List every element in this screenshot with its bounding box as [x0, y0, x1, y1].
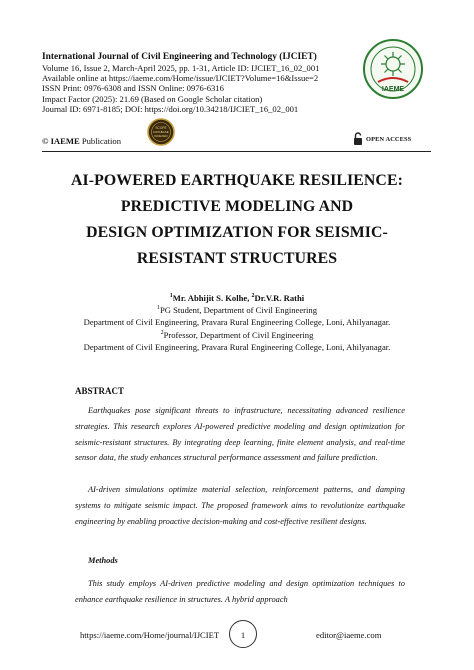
paragraph-text: This study employs AI-driven predictive modeling and design optimization techniques to enhance earthquake resilience in structures. A hybrid approach: [75, 579, 405, 604]
impact-factor-line: Impact Factor (2025): 21.69 (Based on Google Scholar citation): [42, 93, 263, 104]
abstract-paragraph-1: [75, 403, 405, 466]
footer-email-link[interactable]: editor@iaeme.com: [316, 630, 382, 640]
title-line: DESIGN OPTIMIZATION FOR SEISMIC-: [86, 224, 388, 241]
title-line: RESISTANT STRUCTURES: [136, 250, 338, 267]
svg-text:DATABASE: DATABASE: [153, 130, 169, 134]
open-access-label: OPEN ACCESS: [366, 136, 412, 143]
paragraph-text: Earthquakes pose significant threats to infrastructure, necessitating advanced resilience strategies. This research explores AI-powered predictive modeling and design optimization for seismic-resistant structures. By integrating deep learning, finite element analysis, and real-time sensor data, the study enhances structural performance assessment and failure prediction.: [75, 406, 405, 463]
copyright-text: © IAEME: [42, 136, 80, 146]
aff-role: Professor, Department of Civil Engineering: [163, 329, 314, 340]
paragraph-text: AI-driven simulations optimize material selection, reinforcement patterns, and damping systems to mitigate seismic impact. The proposed framework aims to revolutionize earthquake engineering by enabling proactive decision-making and cost-effective resilient designs.: [75, 485, 405, 526]
logo-caption: IAEME: [381, 86, 405, 93]
svg-text:SCOPE: SCOPE: [155, 126, 167, 130]
author-1: Mr. Abhijit S. Kolhe,: [172, 293, 252, 303]
iaeme-logo-icon: [362, 38, 424, 100]
author-2: Dr.V.R. Rathi: [254, 293, 305, 303]
paper-title: [20, 168, 454, 272]
affiliation-2-role: [20, 329, 454, 341]
page-number: 1: [229, 620, 257, 648]
footer-url-link[interactable]: https://iaeme.com/Home/journal/IJCIET: [80, 630, 220, 640]
abstract-paragraph-2: [75, 482, 405, 529]
affiliation-1-role: [20, 304, 454, 316]
available-online-line[interactable]: Available online at https://iaeme.com/Home/issue/IJCIET?Volume=16&Issue=2: [42, 73, 319, 84]
header-divider: [42, 151, 431, 152]
publication-row: [42, 136, 121, 146]
title-line: AI-POWERED EARTHQUAKE RESILIENCE:: [71, 172, 403, 189]
abstract-heading: ABSTRACT: [75, 386, 125, 396]
authors-block: [20, 292, 454, 353]
author-sup: 1: [169, 293, 173, 300]
journal-header: [42, 52, 362, 114]
author-sup: 2: [251, 293, 255, 300]
svg-text:INDEXED: INDEXED: [154, 134, 168, 138]
publication-word: Publication: [81, 136, 122, 146]
methods-heading: Methods: [88, 556, 118, 565]
aff-role: PG Student, Department of Civil Engineering: [159, 305, 318, 316]
journal-title: International Journal of Civil Engineering and Technology (IJCIET): [42, 52, 317, 62]
journal-id-line: Journal ID: 6971-8185; DOI: https://doi.org/10.34218/IJCIET_16_02_001: [42, 103, 299, 114]
title-line: PREDICTIVE MODELING AND: [120, 198, 354, 215]
methods-paragraph: [75, 576, 405, 608]
aff-sup: 2: [160, 329, 164, 336]
volume-line: Volume 16, Issue 2, March-April 2025, pp. 1-31, Article ID: IJCIET_16_02_001: [42, 63, 320, 73]
scope-database-badge-icon: [147, 118, 175, 146]
author-names: [20, 292, 454, 304]
affiliation-2-dept: Department of Civil Engineering, Pravara Rural Engineering College, Loni, Ahilyanagar.: [83, 341, 391, 352]
aff-sup: 1: [156, 305, 160, 312]
issn-line: ISSN Print: 0976-6308 and ISSN Online: 0976-6316: [42, 83, 224, 94]
affiliation-1-dept: Department of Civil Engineering, Pravara Rural Engineering College, Loni, Ahilyanagar.: [83, 317, 391, 328]
